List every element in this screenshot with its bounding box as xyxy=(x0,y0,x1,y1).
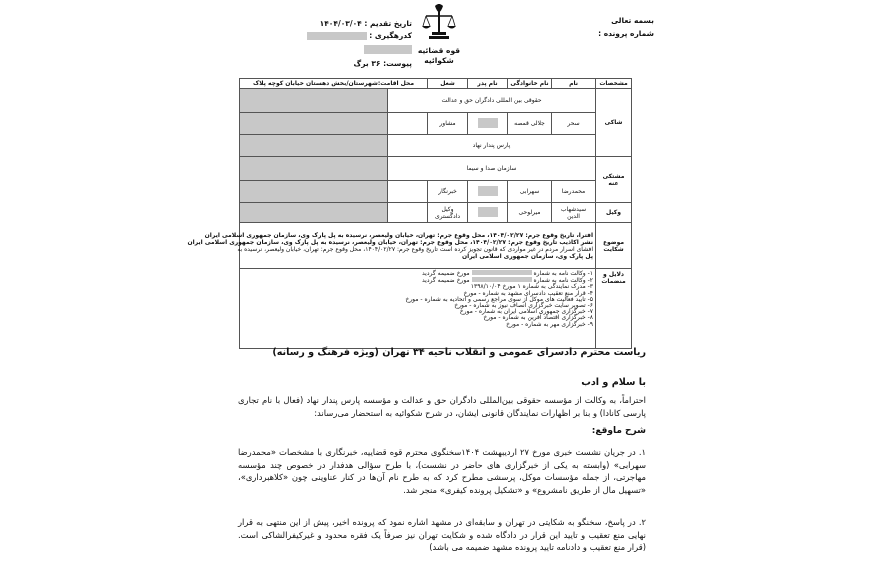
redacted-block xyxy=(307,32,367,40)
intro-paragraph: احتراماً، به وکالت از مؤسسه حقوقی بین‌المللی دادگران حق و عدالت و مؤسسه پارس پندار نهاد (فعال با نام تجاری پارسی کانادا) و بنا بر اظهارات نمایندگان قانونی ایشان، در شرح شکوائیه به استحضار می‌رساند: xyxy=(238,395,646,418)
redacted-block xyxy=(472,277,532,282)
accused-org: سازمان صدا و سیما xyxy=(388,157,596,181)
evidence-list: ۱- وکالت نامه به شماره مورخ ضمیمه گردید ۲- وکالت نامه به شماره مورخ ضمیمه گردید ۳- مدرک نمایندگی به شماره ۱ مورخ ۱۳۹۸/۱۰/۰۴ ۴- قرار منع تعقیب دادسرای مشهد به شماره - مورخ ۵- تایید فعالیت های موکل از سوی مراجع رسمی و اتحادیه به شماره - مورخ ۶- تصویر سایت خبرگزاری انصاف نیوز به شماره - مورخ ۷- خبرگزاری جمهوری اسلامی ایران به شماره - مورخ ۸- خبرگزاری اقتصاد آفرین به شماره - مورخ ۹- خبرگزاری مهر به شماره - مورخ xyxy=(240,269,596,349)
redacted-block xyxy=(240,181,388,203)
accused-family: سهرابی xyxy=(508,181,552,203)
col-name: نام xyxy=(552,79,596,89)
header-right xyxy=(594,14,654,40)
redacted-block xyxy=(478,118,498,128)
redacted-block xyxy=(240,113,388,135)
facts-paragraph-2: ۲. در پاسخ، سخنگو به شکایتی در تهران و سابقه‌ای در مشهد اشاره نمود که پرونده اخیر، پیش از این منتهی به قرار نهایی منع تعقیب و تایید این قرار در دادگاه شده و شکایت تهران نیز صرفاً یک فقره محدود و غیرکیفرالشاکی است. (قرار منع تعقیب و دادنامه تایید پرونده مشهد ضمیمه می باشد) xyxy=(238,517,646,552)
accused-label: مشتکی عنه xyxy=(596,157,632,203)
submit-date: تاریخ تقدیم : ۱۴۰۴/۰۳/۰۴ xyxy=(319,19,412,28)
addressee: ریاست محترم دادسرای عمومی و انقلاب ناحیه ۳۴ تهران (ویژه فرهنگ و رسانه) xyxy=(272,347,646,358)
header-left xyxy=(262,18,412,70)
accused-job: خبرنگار xyxy=(428,181,468,203)
bismillah: بسمه تعالی xyxy=(611,16,654,25)
col-family: نام خانوادگی xyxy=(508,79,552,89)
subject-text: افترا، تاریخ وقوع جرم: ۱۴۰۴/۰۲/۲۷، محل وقوع جرم: تهران، خیابان ولیعصر، نرسیده به پل پارک وی، سازمان جمهوری اسلامی ایران نشر اکاذیب تاریخ وقوع جرم: ۱۴۰۴/۰۲/۲۷، محل وقوع جرم: تهران، خیابان ولیعصر، نرسیده به پل پارک وی، سازمان جمهوری اسلامی ایران افشای اسرار مردم در غیر مواردی که قانون تجویز کرده است تاریخ وقوع جرم: ۱۴۰۴/۰۲/۲۷، محل وقوع جرم: تهران، خیابان ولیعصر، نرسیده به پل پارک وی، سازمان جمهوری اسلامی ایران xyxy=(240,223,596,269)
redacted-block xyxy=(240,157,388,181)
case-number-label: شماره پرونده : xyxy=(598,29,654,38)
greeting: با سلام و ادب xyxy=(581,377,646,388)
col-specs: مشخصات xyxy=(596,79,632,89)
facts-title: شرح ماوقع: xyxy=(591,426,646,436)
complainant-label: شاکی xyxy=(596,89,632,157)
col-address: محل اقامت:شهرستان/بخش دهستان خیابان کوچه پلاک xyxy=(240,79,428,89)
redacted-block xyxy=(364,45,412,54)
lawyer-label: وکیل xyxy=(596,203,632,223)
complainant-name: سحر xyxy=(552,113,596,135)
redacted-block xyxy=(240,203,388,223)
redacted-block xyxy=(478,207,498,217)
col-job: شغل xyxy=(428,79,468,89)
redacted-block xyxy=(240,135,388,157)
table-header-row xyxy=(240,79,632,89)
redacted-block xyxy=(472,270,532,275)
lawyer-family: میرلوحی xyxy=(508,203,552,223)
complainant-job: مشاور xyxy=(428,113,468,135)
complainant-org: حقوقی بین المللی دادگران حق و عدالت xyxy=(388,89,596,113)
lawyer-job: وکیل دادگستری xyxy=(428,203,468,223)
scales-emblem-icon xyxy=(422,2,456,42)
tracking-code: کدرهگیری : xyxy=(262,30,412,42)
lawyer-name: سیدشهاب الدین xyxy=(552,203,596,223)
redacted-block xyxy=(478,186,498,196)
col-father: نام پدر xyxy=(468,79,508,89)
subject-label: موضوع شکایت xyxy=(596,223,632,269)
evidence-label: دلایل و منضمات xyxy=(596,269,632,349)
attachment-count: پیوست: ۳۶ برگ xyxy=(353,59,412,68)
complainant-org2: پارس پندار نهاد xyxy=(388,135,596,157)
complaint-table xyxy=(187,78,632,349)
org-name: قوه قضائیه xyxy=(417,46,461,55)
doc-type: شکوائیه xyxy=(424,56,454,65)
redacted-block xyxy=(240,89,388,113)
judiciary-emblem xyxy=(414,2,464,66)
facts-paragraph-1: ۱. در جریان نشست خبری مورخ ۲۷ اردیبهشت ۱۴۰۴سخنگوی محترم قوه قضاییه، خبرنگاری با مشخصات «محمدرضا سهرابی» (وابسته به یکی از خبرگزاری های حاضر در نشست)، با طرح سؤالی هدفدار در خصوص چند مؤسسه مهاجرتی، از جمله مؤسسات موکل، پرسشی مطرح کرد که به طرح نام آن‌ها در کنار عناوینی چون «کلاهبرداری»، «تسهیل مال از طریق نامشروع» و «تشکیل پرونده کیفری» منجر شد. xyxy=(238,447,647,495)
accused-name: محمدرضا xyxy=(552,181,596,203)
complainant-family: جلالی قمصه xyxy=(508,113,552,135)
